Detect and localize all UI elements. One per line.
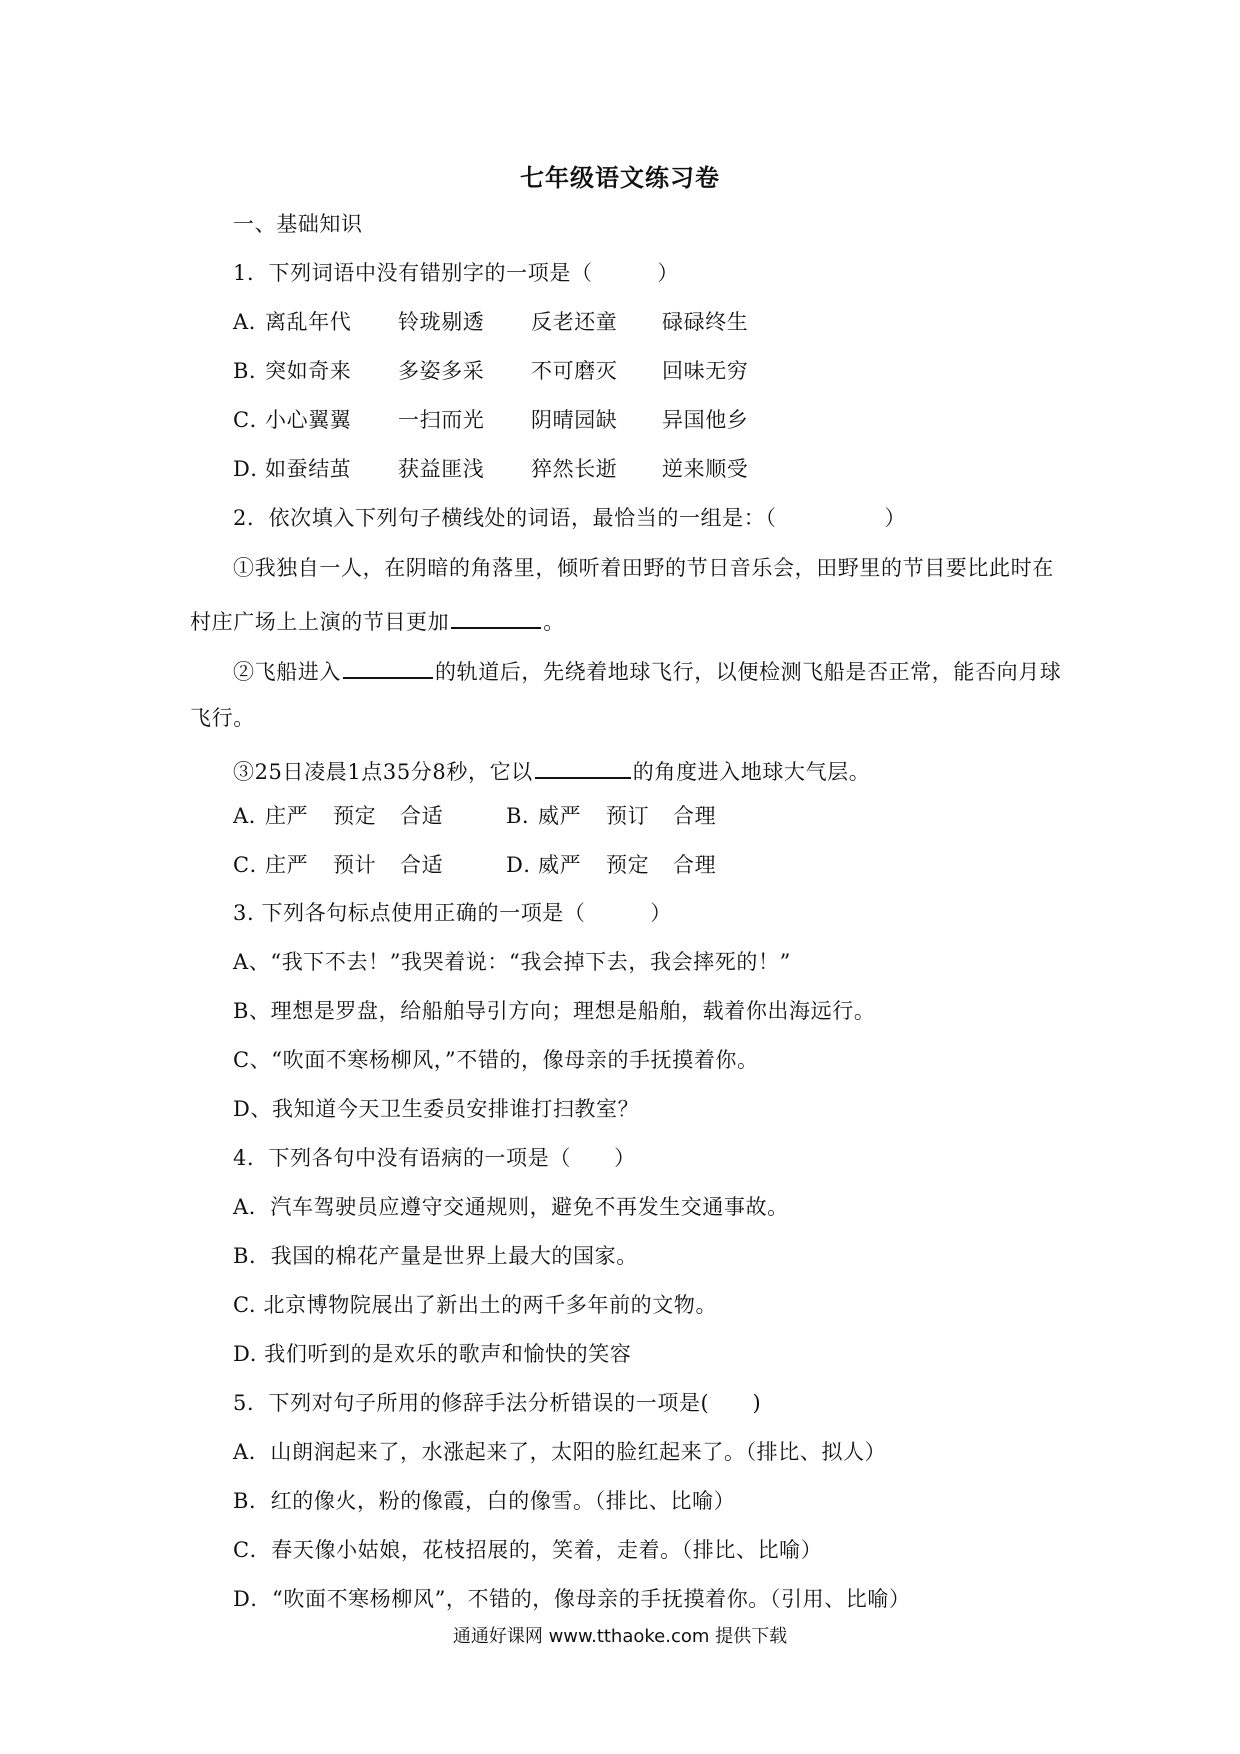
option-word: 逆来顺受 — [662, 457, 749, 481]
option-word: 合适 — [400, 853, 444, 877]
sentence-1-line-1: ①我独自一人，在阴暗的角落里，倾听着田野的节日音乐会，田野里的节目要比此时在 — [233, 556, 1054, 580]
question-5-option-b: B．红的像火，粉的像霞，白的像雪。（排比、比喻） — [233, 1489, 736, 1513]
option-word: 异国他乡 — [662, 408, 749, 432]
option-word: 庄严 — [265, 804, 309, 828]
option-word: 合理 — [673, 804, 717, 828]
question-5-option-c: C．春天像小姑娘，花枝招展的，笑着，走着。（排比、比喻） — [233, 1538, 823, 1562]
sentence-text: 。 — [543, 610, 565, 634]
fill-blank — [451, 603, 541, 629]
question-4-option-d: D. 我们听到的是欢乐的歌声和愉快的笑容 — [233, 1342, 632, 1366]
sentence-1-line-2 — [190, 603, 565, 637]
option-word: 获益匪浅 — [398, 457, 485, 481]
option-label: B． — [506, 804, 544, 828]
option-word: 合理 — [673, 853, 717, 877]
sentence-text: 的角度进入地球大气层。 — [632, 760, 871, 784]
option-word: 庄严 — [265, 853, 309, 877]
option-label: A． — [233, 804, 271, 828]
question-3-stem: 3. 下列各句标点使用正确的一项是（ ） — [233, 901, 672, 925]
option-word: 预定 — [333, 804, 377, 828]
sentence-text: ③25日凌晨1点35分8秒，它以 — [233, 760, 533, 784]
option-label: D． — [233, 457, 273, 481]
question-4-stem: 4．下列各句中没有语病的一项是（ ） — [233, 1146, 636, 1170]
option-word: 多姿多采 — [398, 359, 485, 383]
option-word: 预计 — [333, 853, 377, 877]
option-word: 预定 — [606, 853, 650, 877]
option-word: 预订 — [606, 804, 650, 828]
question-4-option-a: A．汽车驾驶员应遵守交通规则，避免不再发生交通事故。 — [233, 1195, 789, 1219]
option-word: 回味无穷 — [662, 359, 749, 383]
option-word: 合适 — [400, 804, 444, 828]
question-3-option-c: C、“吹面不寒杨柳风，”不错的，像母亲的手抚摸着你。 — [233, 1048, 759, 1072]
question-4-option-c: C. 北京博物院展出了新出土的两千多年前的文物。 — [233, 1293, 718, 1317]
option-word: 小心翼翼 — [265, 408, 352, 432]
question-5-option-d: D．“吹面不寒杨柳风”，不错的，像母亲的手抚摸着你。（引用、比喻） — [233, 1587, 911, 1611]
option-label: B． — [233, 359, 271, 383]
sentence-text: 的轨道后，先绕着地球飞行，以便检测飞船是否正常，能否向月球 — [435, 660, 1062, 684]
option-word: 不可磨灭 — [531, 359, 618, 383]
sentence-2-line-1 — [233, 653, 1061, 687]
option-word: 威严 — [538, 853, 582, 877]
option-word: 碌碌终生 — [662, 310, 749, 334]
option-label: A． — [233, 310, 271, 334]
question-4-option-b: B．我国的棉花产量是世界上最大的国家。 — [233, 1244, 638, 1268]
sentence-text: ②飞船进入 — [233, 660, 341, 684]
fill-blank — [343, 653, 433, 679]
fill-blank — [535, 753, 631, 779]
sentence-3 — [233, 753, 870, 787]
option-word: 猝然长逝 — [531, 457, 618, 481]
option-word: 阴晴园缺 — [531, 408, 618, 432]
page-footer: 通通好课网 www.tthaoke.com 提供下载 — [452, 1626, 788, 1647]
option-label: C． — [233, 853, 272, 877]
option-word: 反老还童 — [531, 310, 618, 334]
question-5-option-a: A．山朗润起来了，水涨起来了，太阳的脸红起来了。（排比、拟人） — [233, 1440, 887, 1464]
option-word: 威严 — [538, 804, 582, 828]
option-label: C． — [233, 408, 272, 432]
question-5-stem: 5．下列对句子所用的修辞手法分析错误的一项是( ) — [233, 1391, 762, 1415]
option-label: D． — [506, 853, 546, 877]
question-1-stem: 1．下列词语中没有错别字的一项是（ ） — [233, 261, 679, 285]
page-title: 七年级语文练习卷 — [520, 164, 720, 192]
question-3-option-a: A、“我下不去！”我哭着说：“我会掉下去，我会摔死的！” — [233, 950, 791, 974]
option-word: 突如奇来 — [265, 359, 352, 383]
option-word: 一扫而光 — [398, 408, 485, 432]
option-word: 铃珑剔透 — [398, 310, 485, 334]
question-2-stem: 2．依次填入下列句子横线处的词语，最恰当的一组是：（ ） — [233, 506, 907, 530]
section-heading: 一、基础知识 — [233, 212, 363, 236]
option-word: 如蚕结茧 — [265, 457, 352, 481]
option-word: 离乱年代 — [265, 310, 352, 334]
question-3-option-b: B、理想是罗盘，给船舶导引方向；理想是船舶，载着你出海远行。 — [233, 999, 876, 1023]
question-3-option-d: D、我知道今天卫生委员安排谁打扫教室？ — [233, 1097, 640, 1121]
sentence-text: 村庄广场上上演的节目更加 — [190, 610, 450, 634]
sentence-2-line-2: 飞行。 — [190, 706, 255, 730]
